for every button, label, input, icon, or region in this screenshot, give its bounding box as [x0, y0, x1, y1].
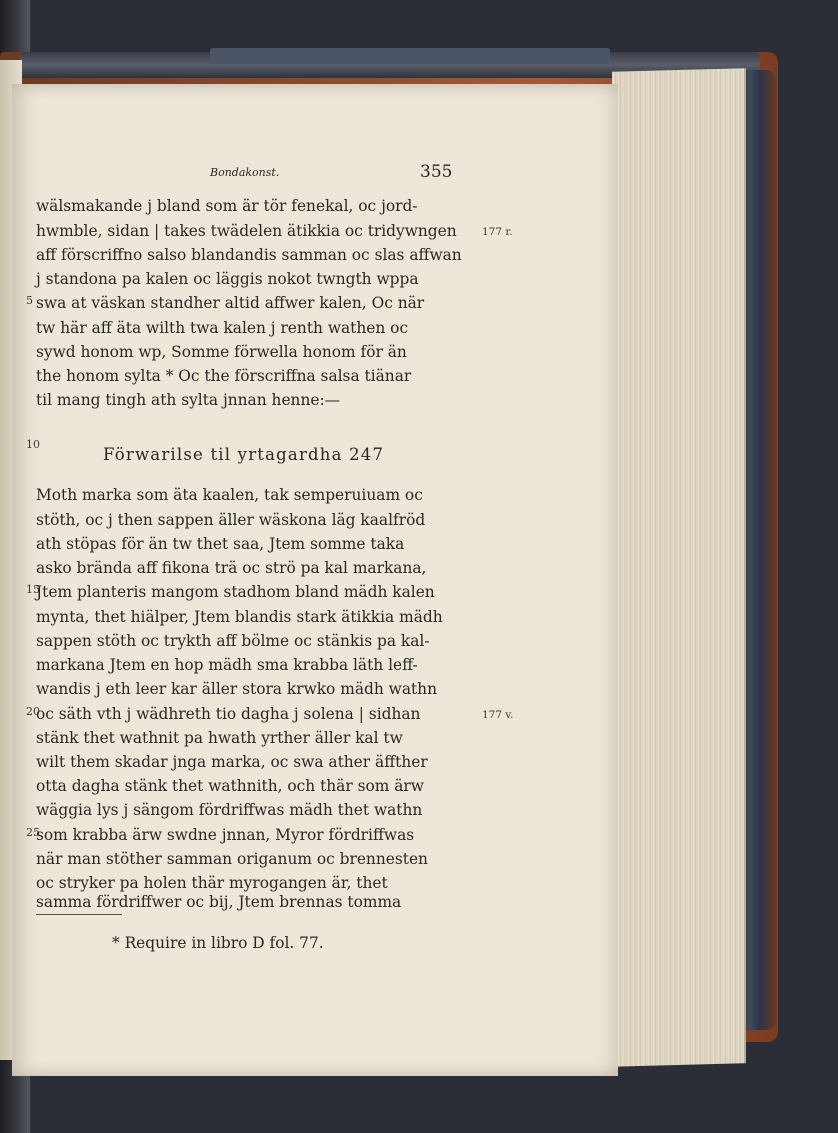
text-line	[0, 583, 838, 607]
margin-note: 177 r.	[482, 226, 513, 238]
text-line	[0, 319, 838, 343]
line-text: sywd honom wp, Somme förwella honom för än	[36, 343, 407, 361]
text-line	[0, 391, 838, 415]
page-number: 355	[420, 162, 453, 182]
line-text: aff förscriffno salso blandandis samman oc slas affwan	[36, 246, 462, 264]
text-line	[0, 486, 838, 510]
line-number: 25	[26, 826, 40, 839]
line-text: hwmble, sidan | takes twädelen ätikkia oc tridywngen	[36, 222, 457, 240]
margin-note: 177 v.	[482, 709, 514, 721]
line-text: som krabba ärw swdne jnnan, Myror fördriffwas	[36, 826, 415, 844]
line-text: swa at väskan standher altid affwer kalen, Oc när	[36, 294, 425, 312]
section-heading: Förwarilse til yrtagardha 247	[103, 445, 385, 464]
text-line	[0, 270, 838, 294]
text-line	[0, 753, 838, 777]
text-line	[0, 893, 838, 917]
text-line	[0, 850, 838, 874]
line-text: j standona pa kalen oc läggis nokot twngth wppa	[36, 270, 419, 288]
text-line	[0, 656, 838, 680]
text-line	[0, 246, 838, 270]
line-text: stöth, oc j then sappen äller wäskona läg kaalfröd	[36, 511, 426, 529]
text-line	[0, 680, 838, 704]
text-line	[0, 367, 838, 391]
line-text: markana Jtem en hop mädh sma krabba läth leff-	[36, 656, 418, 674]
line-text: asko brända aff fikona trä oc strö pa kal markana,	[36, 559, 427, 577]
text-line	[0, 343, 838, 367]
text-line	[0, 801, 838, 825]
line-text: wilt them skadar jnga marka, oc swa ather äffther	[36, 753, 428, 771]
line-text: ath stöpas för än tw thet saa, Jtem somme taka	[36, 535, 405, 553]
text-line	[0, 729, 838, 753]
text-line	[0, 559, 838, 583]
line-text: Moth marka som äta kaalen, tak semperuiuam oc	[36, 486, 423, 504]
line-text: sappen stöth oc trykth aff bölme oc stänkis pa kal-	[36, 632, 430, 650]
text-line	[0, 294, 838, 318]
cover-label-strip	[210, 48, 610, 64]
text-line	[0, 511, 838, 535]
line-number: 15	[26, 583, 40, 596]
line-text: otta dagha stänk thet wathnith, och thär som ärw	[36, 777, 424, 795]
running-head	[0, 162, 838, 186]
line-text: til mang tingh ath sylta jnnan henne:—	[36, 391, 341, 409]
line-text: wälsmakande j bland som är tör fenekal, oc jord-	[36, 197, 418, 215]
line-text: samma fördriffwer oc bij, Jtem brennas tomma	[36, 893, 402, 911]
line-text: oc säth vth j wädhreth tio dagha j solena | sidhan	[36, 705, 421, 723]
line-text: Jtem planteris mangom stadhom bland mädh kalen	[36, 583, 435, 601]
line-text: när man stöther samman origanum oc brennesten	[36, 850, 428, 868]
line-text: wäggia lys j sängom fördriffwas mädh thet wathn	[36, 801, 423, 819]
line-text: tw här aff äta wilth twa kalen j renth wathen oc	[36, 319, 409, 337]
text-line	[0, 608, 838, 632]
text-line	[0, 197, 838, 221]
line-text: wandis j eth leer kar äller stora krwko mädh wathn	[36, 680, 438, 698]
line-text: stänk thet wathnit pa hwath yrther äller kal tw	[36, 729, 403, 747]
running-head-title: Bondakonst.	[210, 166, 280, 179]
line-text: mynta, thet hiälper, Jtem blandis stark ätikkia mädh	[36, 608, 443, 626]
line-text: the honom sylta * Oc the förscriffna salsa tiänar	[36, 367, 412, 385]
line-number: 5	[26, 294, 33, 307]
text-line	[0, 826, 838, 850]
line-number: 20	[26, 705, 40, 718]
text-line	[0, 535, 838, 559]
text-line	[0, 222, 838, 246]
line-number: 10	[26, 438, 40, 451]
text-line	[0, 777, 838, 801]
footnote: * Require in libro D fol. 77.	[112, 934, 324, 952]
text-line	[0, 632, 838, 656]
footnote-rule	[36, 914, 122, 915]
text-line	[0, 705, 838, 729]
line-text: oc stryker pa holen thär myrogangen är, thet	[36, 874, 388, 892]
